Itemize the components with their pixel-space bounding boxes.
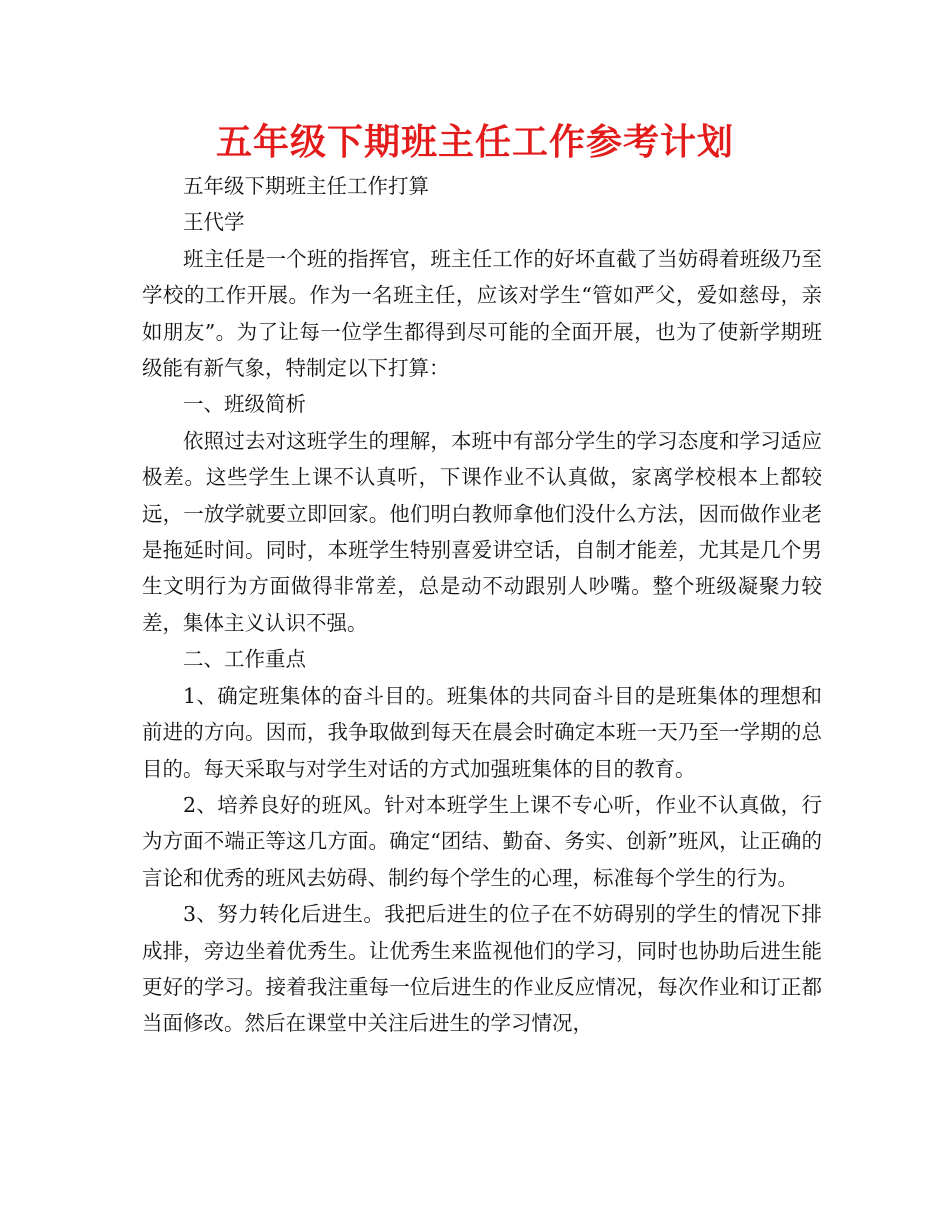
work-focus-item-2: 2、培养良好的班风。针对本班学生上课不专心听，作业不认真做，行为方面不端正等这几方面。确定“团结、勤奋、务实、创新”班风，让正确的言论和优秀的班风去妨碍、制约每个学生的心理，标准每个学生的行为。 <box>142 792 822 890</box>
work-focus-item-1: 1、确定班集体的奋斗目的。班集体的共同奋斗目的是班集体的理想和前进的方向。因而，我争取做到每天在晨会时确定本班一天乃至一学期的总目的。每天采取与对学生对话的方式加强班集体的目的教育。 <box>142 683 822 781</box>
work-focus-item-3: 3、努力转化后进生。我把后进生的位子在不妨碍别的学生的情况下排成排，旁边坐着优秀生。让优秀生来监视他们的学习，同时也协助后进生能更好的学习。接着我注重每一位后进生的作业反应情况，每次作业和订正都当面修改。然后在课堂中关注后进生的学习情况， <box>142 902 822 1036</box>
intro-paragraph: 班主任是一个班的指挥官，班主任工作的好坏直截了当妨碍着班级乃至学校的工作开展。作为一名班主任，应该对学生“管如严父，爱如慈母，亲如朋友”。为了让每一位学生都得到尽可能的全面开展，也为了使新学期班级能有新气象，特制定以下打算： <box>142 246 822 381</box>
class-analysis-paragraph: 依照过去对这班学生的理解，本班中有部分学生的学习态度和学习适应极差。这些学生上课不认真听，下课作业不认真做，家离学校根本上都较远，一放学就要立即回家。他们明白教师拿他们没什么方法，因而做作业老是拖延时间。同时，本班学生特别喜爱讲空话，自制才能差，尤其是几个男生文明行为方面做得非常差，总是动不动跟别人吵嘴。整个班级凝聚力较差，集体主义认识不强。 <box>142 428 822 635</box>
document-body <box>142 168 822 1042</box>
document-title: 五年级下期班主任工作参考计划 <box>215 122 734 163</box>
section-heading-work-focus: 二、工作重点 <box>183 647 306 672</box>
subtitle-paragraph: 五年级下期班主任工作打算 <box>183 174 429 198</box>
section-heading-class-analysis: 一、班级简析 <box>183 392 306 417</box>
author-paragraph: 王代学 <box>183 210 245 235</box>
